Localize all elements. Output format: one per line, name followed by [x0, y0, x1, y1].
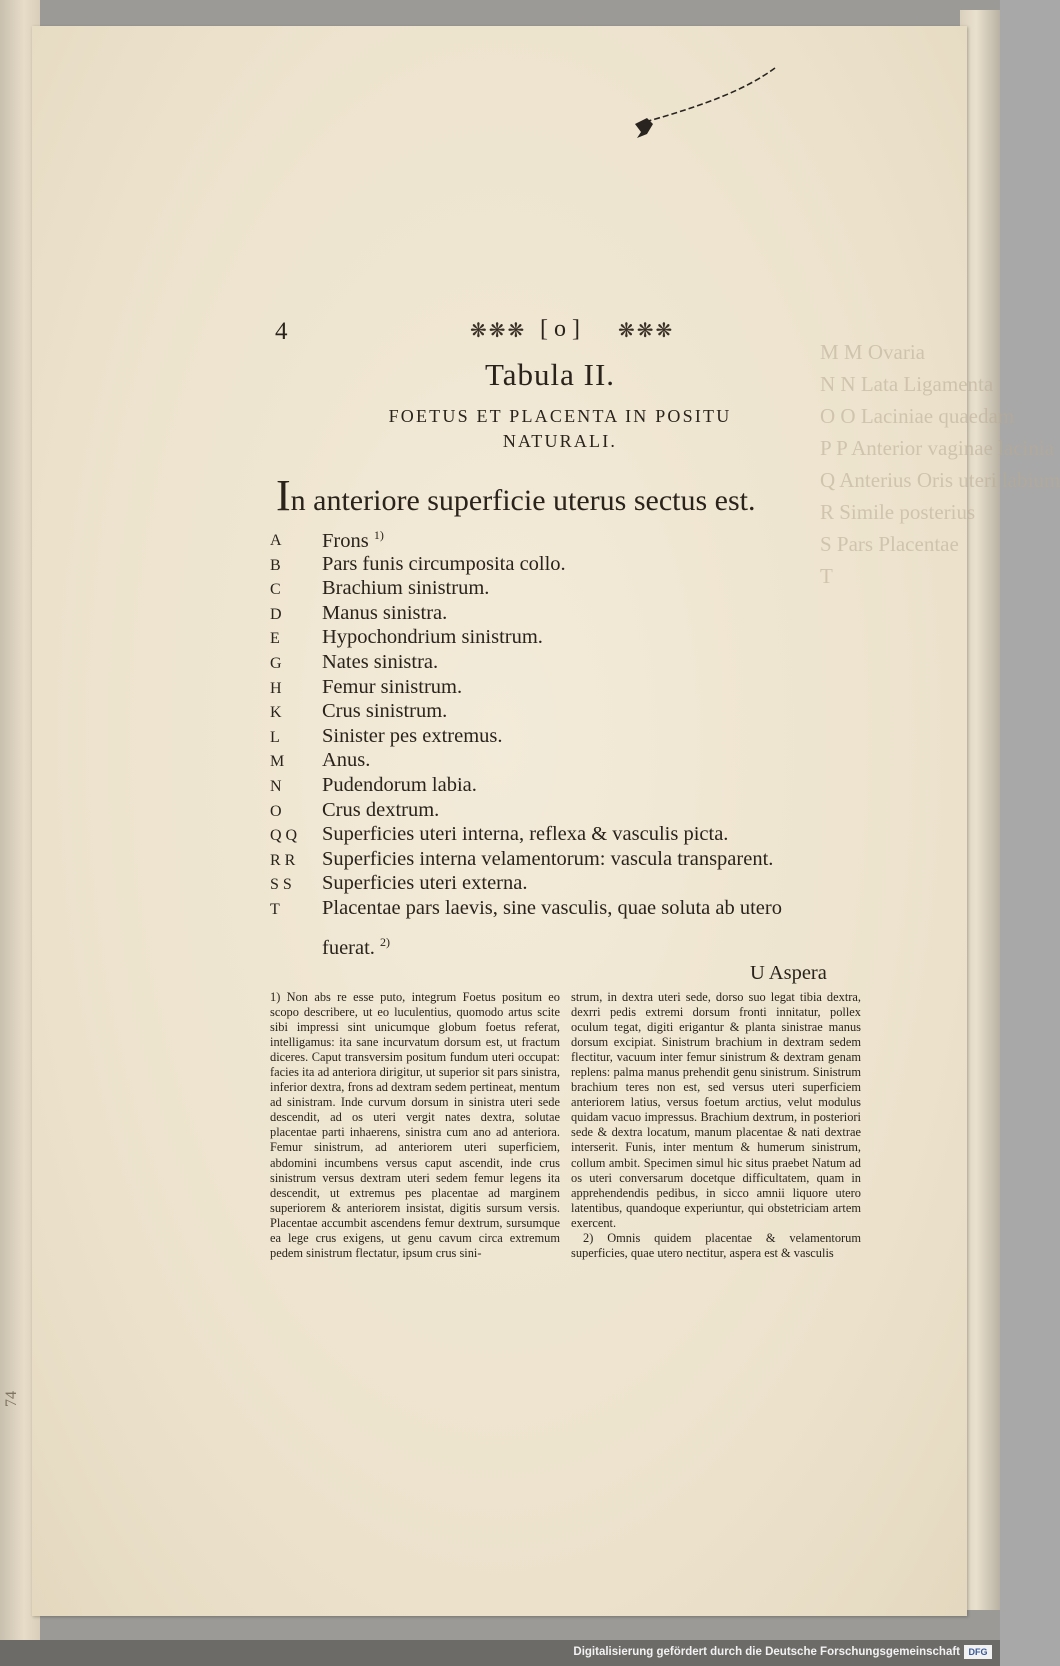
legend-continuation-text: fuerat. [322, 936, 375, 959]
header-bracket: [ o ] [540, 316, 580, 342]
footnote-ref: 2) [380, 935, 391, 949]
bleed-through-line: N N Lata Ligamenta [820, 372, 994, 396]
page-title: Tabula II. [484, 357, 616, 392]
subtitle-line: NATURALI. [502, 431, 618, 451]
legend-label: Nates sinistra. [322, 650, 439, 673]
subtitle [340, 404, 780, 454]
legend-text [322, 528, 384, 553]
intro-heading [276, 470, 836, 521]
legend-label: Hypochondrium sinistrum. [322, 626, 543, 649]
bleed-through-line: M M Ovaria [820, 340, 925, 364]
legend-row [270, 872, 870, 897]
figure-legend [270, 528, 870, 922]
legend-row [270, 626, 870, 651]
bleed-through-line: O O Laciniae quaedam [820, 404, 1015, 428]
bleed-through-line: Q Anterius Oris uteri labium [820, 468, 1060, 492]
legend-row [270, 528, 870, 553]
legend-label: Femur sinistrum. [322, 675, 463, 698]
legend-row [270, 553, 870, 578]
legend-key: G [270, 654, 282, 672]
legend-label: Sinister pes extremus. [322, 724, 503, 747]
page-number: 4 [275, 318, 288, 345]
legend-key: O [270, 802, 282, 820]
legend-key: K [270, 704, 282, 722]
legend-key: M [270, 753, 285, 771]
legend-key: B [270, 556, 281, 574]
legend-label: Superficies uteri externa. [322, 872, 528, 895]
drop-capital: I [276, 471, 291, 520]
bleed-through-line: S Pars Placentae [820, 532, 959, 556]
legend-key: D [270, 605, 282, 623]
subtitle-line: FOETUS ET PLACENTA IN POSITU [388, 406, 732, 426]
legend-label: Crus dextrum. [322, 798, 440, 821]
footnote-text: strum, in dextra uteri sede, dorso suo legat tibia dextra, dexrri pedis extremi dorsum fronti innitatur, pollex oculum tegat, digiti erigantur & planta sinistrae manus dorsum excipiat. Sinistrum brachium in dextram sedem flectitur, vacuum inter femur sinistrum & dextram genam replens: palma manus prehendit genu sinistrum. Sinistrum brachium teres non est, sed versus uteri superficiem anteriorem latius, versus foetum arctius, velut modulus quidam vacuo impressus. Brachium dextrum, in posteriori sede & dextra locatum, manum placentae & nati dextrae interserit. Funis, inter mentum & humerum sinistrum, collum ambit. Specimen simul hic situs praebet Natum ad os uteri conversarum docetque difficultatem, quam in apprehendendis pedibus, in sicco amnii liquore utero latentibus, quandoque experiuntur, qui obstetriciam artem exercent. [571, 990, 861, 1230]
ink-stroke-mark [625, 60, 785, 150]
legend-key: S S [270, 876, 292, 894]
legend-label: Frons [322, 529, 369, 552]
bleed-through-line: R Simile posterius [820, 500, 976, 524]
legend-label: Pudendorum labia. [322, 773, 477, 796]
header-ornament-left: ❋❋❋ [470, 320, 527, 342]
legend-key: E [270, 630, 280, 648]
intro-text: n anteriore superficie uterus sectus est. [290, 484, 756, 517]
bleed-through-line: P P Anterior vaginae lacinia [820, 436, 1055, 460]
legend-label: Superficies uteri interna, reflexa & vasculis picta. [322, 823, 729, 846]
legend-label: Superficies interna velamentorum: vascula transparent. [322, 847, 774, 870]
catchword: U Aspera [750, 962, 827, 984]
legend-label: Brachium sinistrum. [322, 577, 490, 600]
legend-row [270, 676, 870, 701]
legend-row [270, 799, 870, 824]
legend-row [270, 700, 870, 725]
legend-key: C [270, 581, 281, 599]
legend-key: T [270, 900, 280, 918]
legend-row [270, 848, 870, 873]
footnote-ref: 1) [373, 528, 384, 542]
legend-label: Pars funis circumposita collo. [322, 552, 566, 575]
legend-label: Anus. [322, 749, 371, 772]
legend-row [270, 749, 870, 774]
legend-key: N [270, 777, 282, 795]
footnote-right-column [571, 990, 861, 1261]
legend-continuation [322, 935, 390, 960]
legend-key: L [270, 728, 280, 746]
legend-row [270, 897, 870, 922]
dfg-logo: DFG [964, 1645, 992, 1659]
legend-key: H [270, 679, 282, 697]
legend-key: Q Q [270, 827, 298, 845]
legend-label: Manus sinistra. [322, 601, 448, 624]
footnote-left-column: 1) Non abs re esse puto, integrum Foetus positum eo scopo describere, ut eo luculentius, quomodo artus scite sibi impressi sint unicumque globum foetus referat, intelligamus: ita sane incurvatum dorsum est, ut fractum diceres. Caput transversim positum fundum uteri occupat: facies ita ad anteriora dirigitur, ut superior sit pars sinistra, inferior dextra, frons ad dextram sedem pertineat, mentum ad sinistram. Inde curvum dorsum in sinistra uteri sede descendit, ad os uteri vergit nates dextra, solutae placentae parti inhaerens, sinistra cum ano ad anteriora. Femur sinistrum, ad anteriorem uteri superficiem, abdomini incumbens versus caput ascendit, inde crus sinistrum versus dextram uteri sedem femur legens ita descendit, ut extremus pes placentae ad marginem superiorem & anteriorem insistat, digitis sursum versis. Placentae accumbit ascendens femur dextrum, sursumque ea lege crus exigens, ut genu cavum circa extremum pedem sinistrum flectatur, ipsum crus sini- [270, 990, 560, 1260]
legend-label: Placentae pars laevis, sine vasculis, quae soluta ab utero [322, 896, 782, 919]
legend-label: Crus sinistrum. [322, 700, 448, 723]
legend-key: A [270, 532, 282, 549]
bleed-through-line: T [820, 564, 833, 588]
legend-row [270, 602, 870, 627]
legend-row [270, 774, 870, 799]
footnote-text: 2) Omnis quidem placentae & velamentorum superficies, quae utero nectitur, aspera est & vasculis [571, 1230, 861, 1260]
legend-row [270, 725, 870, 750]
legend-row [270, 823, 870, 848]
legend-row [270, 651, 870, 676]
header-ornament-right: ❋❋❋ [618, 320, 675, 342]
legend-row [270, 577, 870, 602]
footer-credit: Digitalisierung gefördert durch die Deutsche Forschungsgemeinschaft [573, 1646, 960, 1658]
margin-note: 74 [3, 1391, 20, 1407]
legend-key: R R [270, 851, 296, 869]
